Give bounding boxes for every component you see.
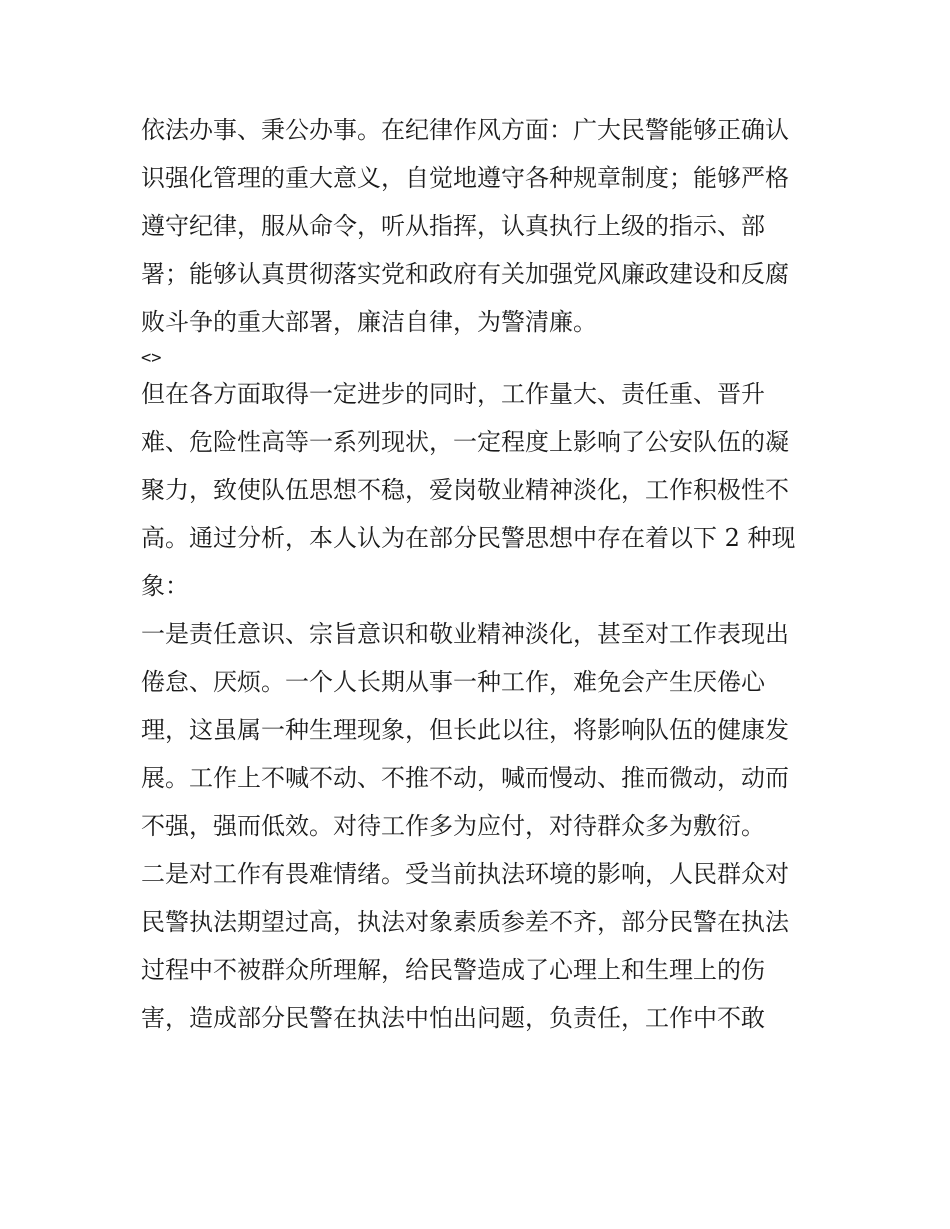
text-line: 败斗争的重大部署，廉洁自律，为警清廉。 [141,308,597,336]
text-line: 理，这虽属一种生理现象，但长此以往，将影响队伍的健康发 [141,716,789,744]
document-body [141,106,821,1042]
text-line: 聚力，致使队伍思想不稳，爱岗敬业精神淡化，工作积极性不 [141,476,789,504]
text-line: 民警执法期望过高，执法对象素质参差不齐，部分民警在执法 [141,908,789,936]
text-line: 一是责任意识、宗旨意识和敬业精神淡化，甚至对工作表现出 [141,620,789,648]
text-line: 过程中不被群众所理解，给民警造成了心理上和生理上的伤 [141,956,765,984]
text-line: 依法办事、秉公办事。在纪律作风方面：广大民警能够正确认 [141,116,789,144]
separator-marker: <> [141,348,162,368]
text-line: 署；能够认真贯彻落实党和政府有关加强党风廉政建设和反腐 [141,260,789,288]
text-line: 展。工作上不喊不动、不推不动，喊而慢动、推而微动，动而 [141,764,789,792]
text-line: 不强，强而低效。对待工作多为应付，对待群众多为敷衍。 [141,812,765,840]
text-line: 二是对工作有畏难情绪。受当前执法环境的影响，人民群众对 [141,860,789,888]
text-line: 高。通过分析，本人认为在部分民警思想中存在着以下 2 种现 [141,524,796,552]
text-line: 象： [141,572,189,600]
text-line: 害，造成部分民警在执法中怕出问题，负责任，工作中不敢 [141,1004,765,1032]
text-line: 倦怠、厌烦。一个人长期从事一种工作，难免会产生厌倦心 [141,668,765,696]
text-line: 难、危险性高等一系列现状，一定程度上影响了公安队伍的凝 [141,428,789,456]
text-line: 遵守纪律，服从命令，听从指挥，认真执行上级的指示、部 [141,212,765,240]
text-line: 识强化管理的重大意义，自觉地遵守各种规章制度；能够严格 [141,164,789,192]
text-line: 但在各方面取得一定进步的同时，工作量大、责任重、晋升 [141,380,765,408]
